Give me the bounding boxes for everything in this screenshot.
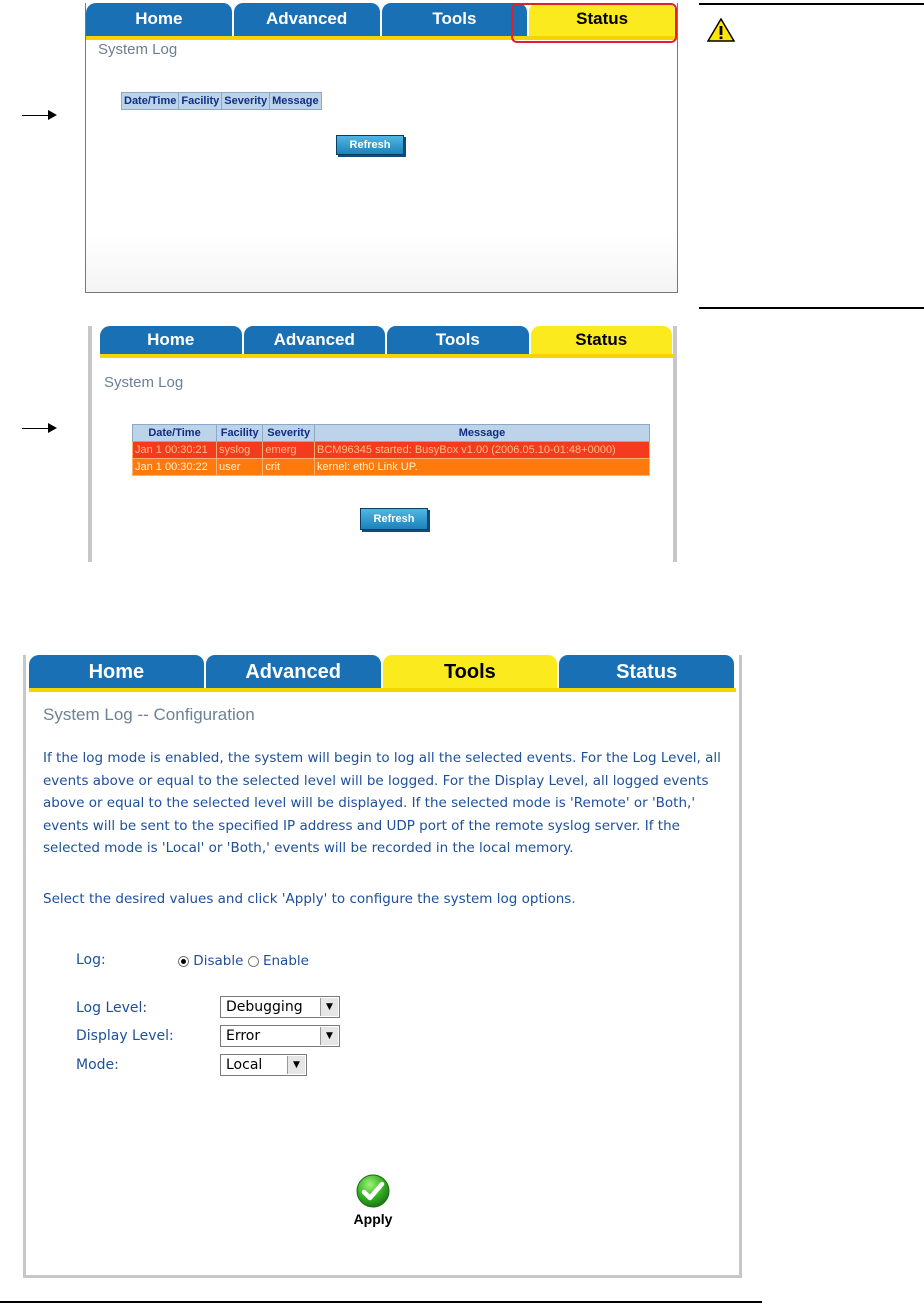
tab-tools[interactable]: Tools — [383, 655, 558, 688]
checkmark-icon — [355, 1173, 391, 1209]
display-level-select[interactable] — [220, 1025, 340, 1047]
col-datetime: Date/Time — [122, 93, 179, 110]
status-tab-highlight — [511, 3, 677, 43]
display-level-label: Display Level: — [76, 1028, 174, 1044]
log-level-label: Log Level: — [76, 1000, 148, 1016]
log-table — [132, 424, 650, 476]
tab-home[interactable]: Home — [29, 655, 204, 688]
tab-advanced[interactable]: Advanced — [244, 326, 386, 354]
apply-button[interactable] — [348, 1173, 398, 1229]
page-title: System Log — [104, 374, 184, 391]
chevron-down-icon: ▼ — [287, 1056, 305, 1074]
arrow-pointer-1 — [22, 115, 55, 116]
table-header-row — [133, 425, 650, 442]
display-level-value: Error — [226, 1028, 261, 1044]
table-row — [133, 459, 650, 476]
warning-icon — [707, 18, 735, 42]
description-paragraph: If the log mode is enabled, the system will begin to log all the selected events. For the Log Level, all events above or equal to the selected level will be logged. For the Display Level, all logged events above or equal to the selected level will be displayed. If the selected mode is 'Remote' or 'Both,' events will be sent to the specified IP address and UDP port of the remote syslog server. If the selected mode is 'Local' or 'Both,' events will be recorded in the local memory. — [43, 750, 721, 856]
col-facility: Facility — [217, 425, 263, 442]
col-facility: Facility — [179, 93, 222, 110]
col-severity: Severity — [263, 425, 315, 442]
cell-facility: user — [217, 459, 263, 476]
col-message: Message — [315, 425, 650, 442]
mode-label: Mode: — [76, 1057, 119, 1073]
enable-label: Enable — [262, 953, 309, 969]
table-row — [133, 442, 650, 459]
page-title: System Log -- Configuration — [43, 705, 255, 724]
tab-tools[interactable]: Tools — [387, 326, 529, 354]
disable-label: Disable — [193, 953, 244, 969]
cell-severity: emerg — [263, 442, 315, 459]
page-title: System Log — [98, 41, 178, 58]
cell-datetime: Jan 1 00:30:21 — [133, 442, 217, 459]
disable-radio[interactable] — [178, 956, 189, 967]
cell-message: BCM96345 started: BusyBox v1.00 (2006.05.10-01:48+0000) — [315, 442, 650, 459]
tab-home[interactable]: Home — [86, 3, 232, 36]
page-divider — [0, 1301, 762, 1303]
cell-message: kernel: eth0 Link UP. — [315, 459, 650, 476]
syslog-config-panel — [23, 655, 742, 1278]
nav-tabs — [29, 655, 736, 692]
arrow-pointer-2 — [22, 428, 55, 429]
status-panel-populated — [88, 326, 677, 562]
tab-tools[interactable]: Tools — [382, 3, 528, 36]
apply-label: Apply — [353, 1211, 393, 1227]
status-panel-empty — [85, 3, 678, 293]
tab-advanced[interactable]: Advanced — [206, 655, 381, 688]
tab-advanced[interactable]: Advanced — [234, 3, 380, 36]
cell-datetime: Jan 1 00:30:22 — [133, 459, 217, 476]
log-radio-group — [178, 953, 309, 969]
mode-value: Local — [226, 1057, 263, 1073]
log-label: Log: — [76, 952, 106, 968]
mode-select[interactable] — [220, 1054, 307, 1076]
chevron-down-icon: ▼ — [320, 1027, 338, 1045]
log-level-value: Debugging — [226, 999, 303, 1015]
instruction-paragraph: Select the desired values and click 'Apply' to configure the system log options. — [43, 891, 576, 907]
refresh-button[interactable]: Refresh — [336, 135, 404, 155]
log-table — [121, 92, 322, 110]
refresh-button[interactable]: Refresh — [360, 508, 428, 530]
chevron-down-icon: ▼ — [320, 998, 338, 1016]
nav-tabs — [100, 326, 674, 358]
tab-status[interactable]: Status — [559, 655, 734, 688]
cell-facility: syslog — [217, 442, 263, 459]
tab-home[interactable]: Home — [100, 326, 242, 354]
note-box — [699, 3, 924, 309]
cell-severity: crit — [263, 459, 315, 476]
enable-radio[interactable] — [248, 956, 259, 967]
col-severity: Severity — [222, 93, 270, 110]
col-message: Message — [270, 93, 321, 110]
tab-status[interactable]: Status — [529, 3, 675, 36]
col-datetime: Date/Time — [133, 425, 217, 442]
tab-status[interactable]: Status — [531, 326, 673, 354]
table-header-row — [122, 93, 322, 110]
log-level-select[interactable] — [220, 996, 340, 1018]
